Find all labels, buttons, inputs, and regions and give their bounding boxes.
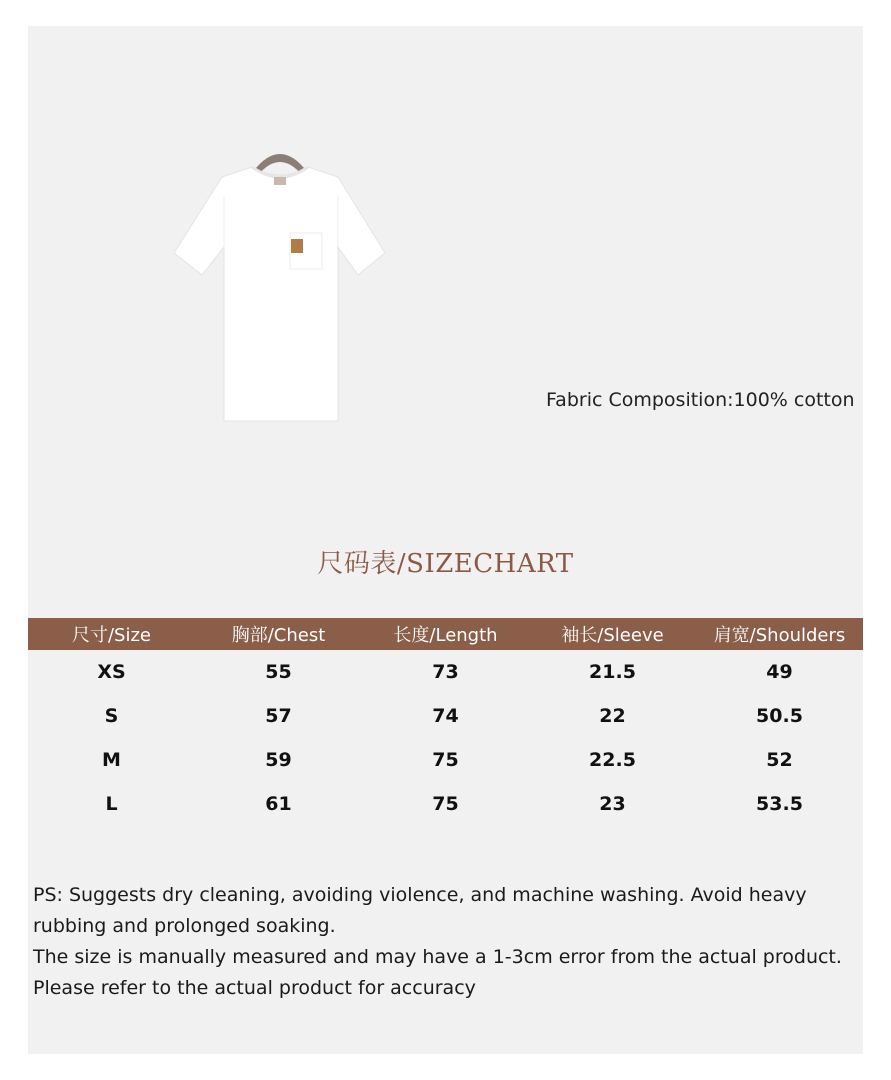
cell-shoulders: 52 [766, 749, 793, 771]
table-row [28, 738, 863, 782]
header-chest: 胸部/Chest [231, 625, 326, 646]
cell-chest: 55 [265, 661, 292, 683]
fabric-composition: Fabric Composition:100% cotton [546, 389, 855, 411]
cell-size: XS [97, 661, 126, 683]
cell-size: S [104, 705, 119, 727]
cell-length: 74 [432, 705, 459, 727]
size-table [28, 618, 863, 826]
note-accuracy: Please refer to the actual product for accuracy [33, 977, 476, 999]
cell-sleeve: 23 [599, 793, 626, 815]
size-chart-title: 尺码表/SIZECHART [317, 549, 574, 579]
cell-chest: 61 [265, 793, 292, 815]
cell-size: M [102, 749, 121, 771]
cell-shoulders: 53.5 [756, 793, 803, 815]
cell-shoulders: 49 [766, 661, 793, 683]
table-row [28, 782, 863, 826]
table-row [28, 694, 863, 738]
note-care: PS: Suggests dry cleaning, avoiding violence, and machine washing. Avoid heavy rubbing and prolonged soaking. [33, 884, 807, 937]
tshirt-product-image [170, 135, 390, 425]
cell-shoulders: 50.5 [756, 705, 803, 727]
cell-sleeve: 21.5 [589, 661, 636, 683]
header-sleeve: 袖长/Sleeve [561, 625, 664, 646]
cell-length: 75 [432, 793, 459, 815]
cell-size: L [105, 793, 118, 815]
header-length: 长度/Length [393, 625, 498, 646]
care-notes [33, 880, 863, 1004]
header-shoulders: 肩宽/Shoulders [713, 625, 846, 646]
cell-length: 73 [432, 661, 459, 683]
cell-chest: 59 [265, 749, 292, 771]
cell-sleeve: 22 [599, 705, 626, 727]
table-row [28, 650, 863, 694]
note-measurement: The size is manually measured and may have a 1-3cm error from the actual product. [33, 946, 842, 968]
cell-sleeve: 22.5 [589, 749, 636, 771]
cell-chest: 57 [265, 705, 292, 727]
cell-length: 75 [432, 749, 459, 771]
header-size: 尺寸/Size [71, 625, 151, 646]
table-header [28, 618, 863, 650]
